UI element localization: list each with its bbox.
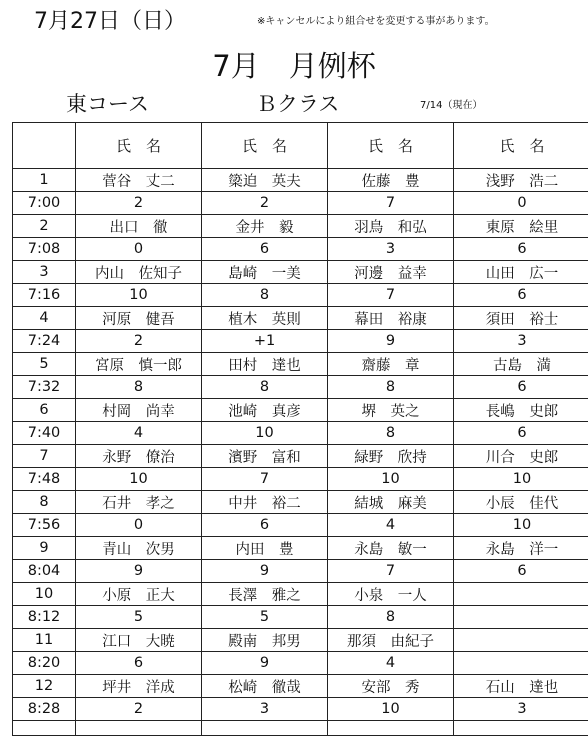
player-name: 菅谷 丈二 [76, 169, 202, 192]
name-column-header: 氏 名 [454, 123, 588, 169]
tee-time: 8:28 [13, 698, 76, 721]
player-score: 6 [454, 422, 588, 445]
player-score: 5 [76, 606, 202, 629]
player-score: 8 [202, 284, 328, 307]
player-score: 8 [202, 376, 328, 399]
player-score: 6 [202, 514, 328, 537]
player-score: 7 [328, 284, 454, 307]
player-score: 2 [76, 330, 202, 353]
group-number: 12 [13, 675, 76, 698]
player-name: 緑野 欣持 [328, 445, 454, 468]
group-score-row [13, 514, 588, 537]
player-name: 永島 敏一 [328, 537, 454, 560]
class-label: Ｂクラス [256, 88, 339, 118]
player-name: 須田 裕士 [454, 307, 588, 330]
player-score: 2 [76, 698, 202, 721]
group-score-row [13, 606, 588, 629]
player-name: 堺 英之 [328, 399, 454, 422]
player-score [454, 652, 588, 675]
player-name: 内山 佐知子 [76, 261, 202, 284]
player-name: 安部 秀 [328, 675, 454, 698]
player-score: 10 [76, 468, 202, 491]
group-name-row [13, 675, 588, 698]
group-name-row [13, 445, 588, 468]
player-name: 村岡 尚幸 [76, 399, 202, 422]
group-name-row [13, 261, 588, 284]
player-score: 10 [202, 422, 328, 445]
player-name: 青山 次男 [76, 537, 202, 560]
group-number: 2 [13, 215, 76, 238]
player-name: 小原 正大 [76, 583, 202, 606]
player-score: 6 [76, 652, 202, 675]
group-score-row [13, 284, 588, 307]
player-score: 3 [328, 238, 454, 261]
tee-time: 8:20 [13, 652, 76, 675]
empty-cell [76, 721, 202, 736]
player-name: 長嶋 史郎 [454, 399, 588, 422]
empty-cell [202, 721, 328, 736]
player-score: 6 [454, 284, 588, 307]
group-number: 11 [13, 629, 76, 652]
player-name: 小辰 佳代 [454, 491, 588, 514]
player-score: 3 [454, 698, 588, 721]
player-score [454, 606, 588, 629]
name-column-header: 氏 名 [328, 123, 454, 169]
player-name: 石井 孝之 [76, 491, 202, 514]
player-score: 6 [454, 376, 588, 399]
player-name: 齋藤 章 [328, 353, 454, 376]
tee-time: 7:00 [13, 192, 76, 215]
group-number: 4 [13, 307, 76, 330]
player-score: 9 [76, 560, 202, 583]
player-name: 内田 豊 [202, 537, 328, 560]
group-number: 1 [13, 169, 76, 192]
pairing-table [12, 122, 588, 736]
player-score: 8 [76, 376, 202, 399]
group-name-row [13, 399, 588, 422]
group-name-row [13, 629, 588, 652]
player-score: 3 [202, 698, 328, 721]
player-score: 4 [328, 652, 454, 675]
player-name: 古島 満 [454, 353, 588, 376]
group-number: 10 [13, 583, 76, 606]
player-name: 坪井 洋成 [76, 675, 202, 698]
player-name: 殿南 邦男 [202, 629, 328, 652]
group-score-row [13, 698, 588, 721]
player-name [454, 629, 588, 652]
player-name: 島崎 一美 [202, 261, 328, 284]
player-score: +1 [202, 330, 328, 353]
player-score: 9 [202, 652, 328, 675]
tee-time: 7:56 [13, 514, 76, 537]
player-score: 6 [202, 238, 328, 261]
as-of-date: 7/14（現在） [420, 96, 482, 111]
header-row [13, 123, 588, 169]
empty-cell [328, 721, 454, 736]
player-name: 浅野 浩二 [454, 169, 588, 192]
empty-cell [454, 721, 588, 736]
trailing-empty-row [13, 721, 588, 736]
player-name: 長澤 雅之 [202, 583, 328, 606]
tee-time: 8:04 [13, 560, 76, 583]
player-name: 中井 裕二 [202, 491, 328, 514]
group-number: 8 [13, 491, 76, 514]
player-name: 田村 達也 [202, 353, 328, 376]
player-name [454, 583, 588, 606]
group-score-row [13, 376, 588, 399]
player-score: 9 [202, 560, 328, 583]
player-score: 5 [202, 606, 328, 629]
player-name: 結城 麻美 [328, 491, 454, 514]
cancellation-notice: ※キャンセルにより組合せを変更する事があります。 [257, 12, 495, 27]
group-number: 9 [13, 537, 76, 560]
player-name: 永野 僚治 [76, 445, 202, 468]
tee-time: 7:32 [13, 376, 76, 399]
name-column-header: 氏 名 [76, 123, 202, 169]
header-blank-cell [13, 123, 76, 169]
course-label: 東コース [66, 88, 149, 118]
player-name: 河邊 益幸 [328, 261, 454, 284]
group-name-row [13, 307, 588, 330]
group-score-row [13, 560, 588, 583]
player-score: 9 [328, 330, 454, 353]
player-name: 佐藤 豊 [328, 169, 454, 192]
group-number: 3 [13, 261, 76, 284]
player-score: 7 [328, 192, 454, 215]
group-name-row [13, 537, 588, 560]
group-score-row [13, 468, 588, 491]
player-score: 4 [76, 422, 202, 445]
player-score: 7 [328, 560, 454, 583]
group-name-row [13, 169, 588, 192]
player-name: 山田 広一 [454, 261, 588, 284]
player-name: 河原 健吾 [76, 307, 202, 330]
group-score-row [13, 330, 588, 353]
tee-time: 7:48 [13, 468, 76, 491]
player-score: 3 [454, 330, 588, 353]
player-score: 10 [328, 468, 454, 491]
player-score: 6 [454, 238, 588, 261]
player-score: 10 [328, 698, 454, 721]
player-score: 0 [76, 238, 202, 261]
player-name: 川合 史郎 [454, 445, 588, 468]
player-score: 10 [76, 284, 202, 307]
player-score: 6 [454, 560, 588, 583]
group-score-row [13, 422, 588, 445]
player-score: 10 [454, 514, 588, 537]
group-score-row [13, 652, 588, 675]
player-name: 宮原 慎一郎 [76, 353, 202, 376]
player-name: 金井 毅 [202, 215, 328, 238]
player-name: 羽鳥 和弘 [328, 215, 454, 238]
page-title: 7月 月例杯 [0, 44, 588, 85]
player-score: 0 [454, 192, 588, 215]
group-name-row [13, 583, 588, 606]
player-score: 4 [328, 514, 454, 537]
player-score: 2 [76, 192, 202, 215]
player-name: 幕田 裕康 [328, 307, 454, 330]
group-number: 6 [13, 399, 76, 422]
group-score-row [13, 192, 588, 215]
player-name: 池崎 真彦 [202, 399, 328, 422]
player-name: 松崎 徹哉 [202, 675, 328, 698]
group-name-row [13, 215, 588, 238]
player-score: 7 [202, 468, 328, 491]
event-date: 7月27日（日） [34, 4, 186, 35]
player-name: 濱野 富和 [202, 445, 328, 468]
group-score-row [13, 238, 588, 261]
tee-time: 7:08 [13, 238, 76, 261]
player-score: 10 [454, 468, 588, 491]
player-score: 8 [328, 606, 454, 629]
player-name: 出口 徹 [76, 215, 202, 238]
player-name: 永島 洋一 [454, 537, 588, 560]
player-score: 8 [328, 376, 454, 399]
tee-time: 8:12 [13, 606, 76, 629]
player-name: 那須 由紀子 [328, 629, 454, 652]
player-name: 小泉 一人 [328, 583, 454, 606]
name-column-header: 氏 名 [202, 123, 328, 169]
group-name-row [13, 491, 588, 514]
tee-time: 7:24 [13, 330, 76, 353]
player-name: 江口 大暁 [76, 629, 202, 652]
tee-time: 7:40 [13, 422, 76, 445]
player-score: 2 [202, 192, 328, 215]
player-name: 東原 絵里 [454, 215, 588, 238]
group-number: 7 [13, 445, 76, 468]
player-score: 0 [76, 514, 202, 537]
player-name: 植木 英則 [202, 307, 328, 330]
tee-time: 7:16 [13, 284, 76, 307]
player-name: 簗迫 英夫 [202, 169, 328, 192]
player-name: 石山 達也 [454, 675, 588, 698]
group-number: 5 [13, 353, 76, 376]
player-score: 8 [328, 422, 454, 445]
empty-cell [13, 721, 76, 736]
pairing-rows [13, 169, 588, 736]
group-name-row [13, 353, 588, 376]
